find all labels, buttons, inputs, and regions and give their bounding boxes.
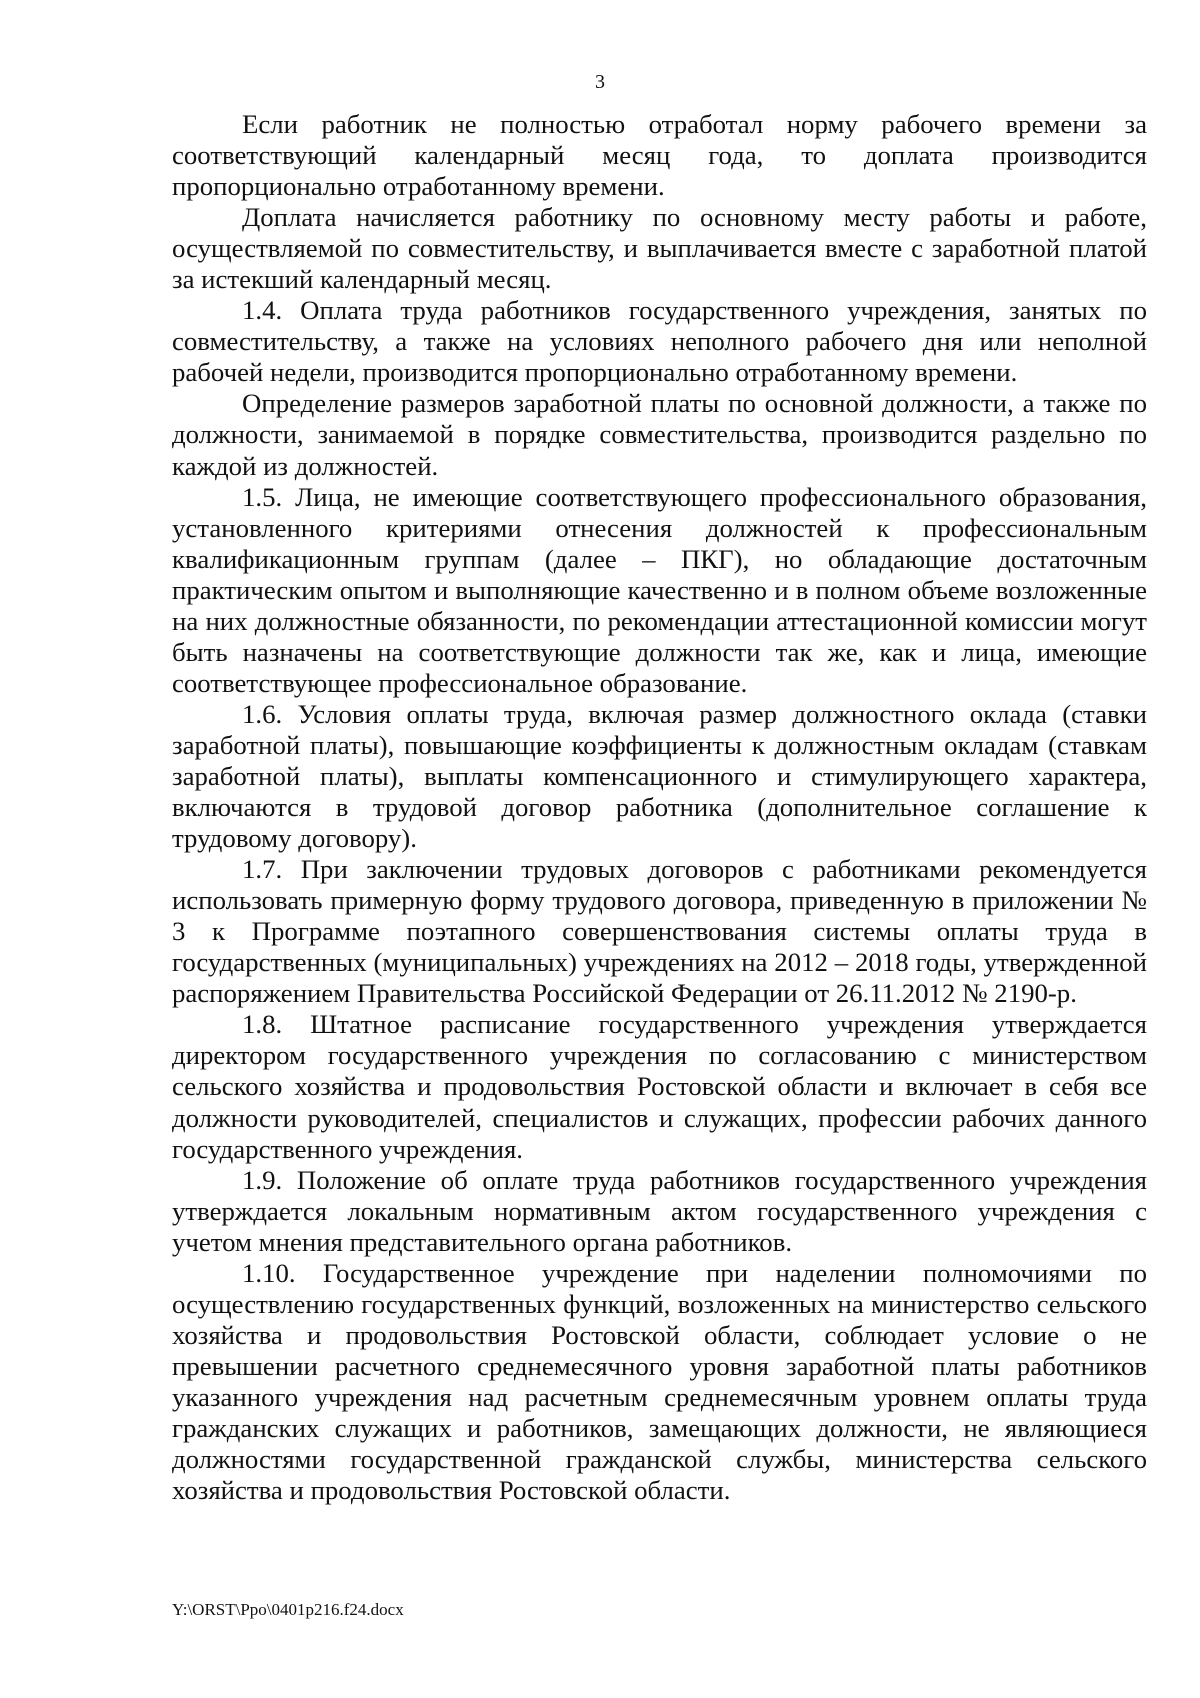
paragraph-1-9: 1.9. Положение об оплате труда работников государственного учреждения утверждается локальным нормативным актом государственного учреждения с учетом мнения представительного органа работников. xyxy=(172,1164,1147,1257)
footer-file-path: Y:\ORST\Ppo\0401p216.f24.docx xyxy=(172,1600,404,1619)
paragraph-1-8: 1.8. Штатное расписание государственного учреждения утверждается директором государственного учреждения по согласованию с министерством сельского хозяйства и продовольствия Ростовской области и включает в себя все должности руководителей, специалистов и служащих, профессии рабочих данного государственного учреждения. xyxy=(172,1009,1147,1164)
paragraph: Если работник не полностью отработал норму рабочего времени за соответствующий календарный месяц года, то доплата производится пропорционально отработанному времени. xyxy=(172,109,1147,202)
paragraph: Доплата начисляется работнику по основному месту работы и работе, осуществляемой по совместительству, и выплачивается вместе с заработной платой за истекший календарный месяц. xyxy=(172,202,1147,295)
paragraph-1-4: 1.4. Оплата труда работников государственного учреждения, занятых по совместительству, а также на условиях неполного рабочего дня или неполной рабочей недели, производится пропорционально отработанному времени. xyxy=(172,295,1147,388)
paragraph-1-10: 1.10. Государственное учреждение при наделении полномочиями по осуществлению государственных функций, возложенных на министерство сельского хозяйства и продовольствия Ростовской области, соблюдает условие о не превышении расчетного среднемесячного уровня заработной платы работников указанного учреждения над расчетным среднемесячным уровнем оплаты труда гражданских служащих и работников, замещающих должности, не являющиеся должностями государственной гражданской службы, министерства сельского хозяйства и продовольствия Ростовской области. xyxy=(172,1257,1147,1506)
page-number: 3 xyxy=(595,71,605,93)
paragraph: Определение размеров заработной платы по основной должности, а также по должности, занимаемой в порядке совместительства, производится раздельно по каждой из должностей. xyxy=(172,388,1147,481)
paragraph-1-7: 1.7. При заключении трудовых договоров с работниками рекомендуется использовать примерную форму трудового договора, приведенную в приложении № 3 к Программе поэтапного совершенствования системы оплаты труда в государственных (муниципальных) учреждениях на 2012 – 2018 годы, утвержденной распоряжением Правительства Российской Федерации от 26.11.2012 № 2190-р. xyxy=(172,854,1147,1009)
document-body xyxy=(172,109,1147,1506)
paragraph-1-5: 1.5. Лица, не имеющие соответствующего профессионального образования, установленного критериями отнесения должностей к профессиональным квалификационным группам (далее – ПКГ), но обладающие достаточным практическим опытом и выполняющие качественно и в полном объеме возложенные на них должностные обязанности, по рекомендации аттестационной комиссии могут быть назначены на соответствующие должности так же, как и лица, имеющие соответствующее профессиональное образование. xyxy=(172,481,1147,698)
paragraph-1-6: 1.6. Условия оплаты труда, включая размер должностного оклада (ставки заработной платы), повышающие коэффициенты к должностным окладам (ставкам заработной платы), выплаты компенсационного и стимулирующего характера, включаются в трудовой договор работника (дополнительное соглашение к трудовому договору). xyxy=(172,698,1147,854)
